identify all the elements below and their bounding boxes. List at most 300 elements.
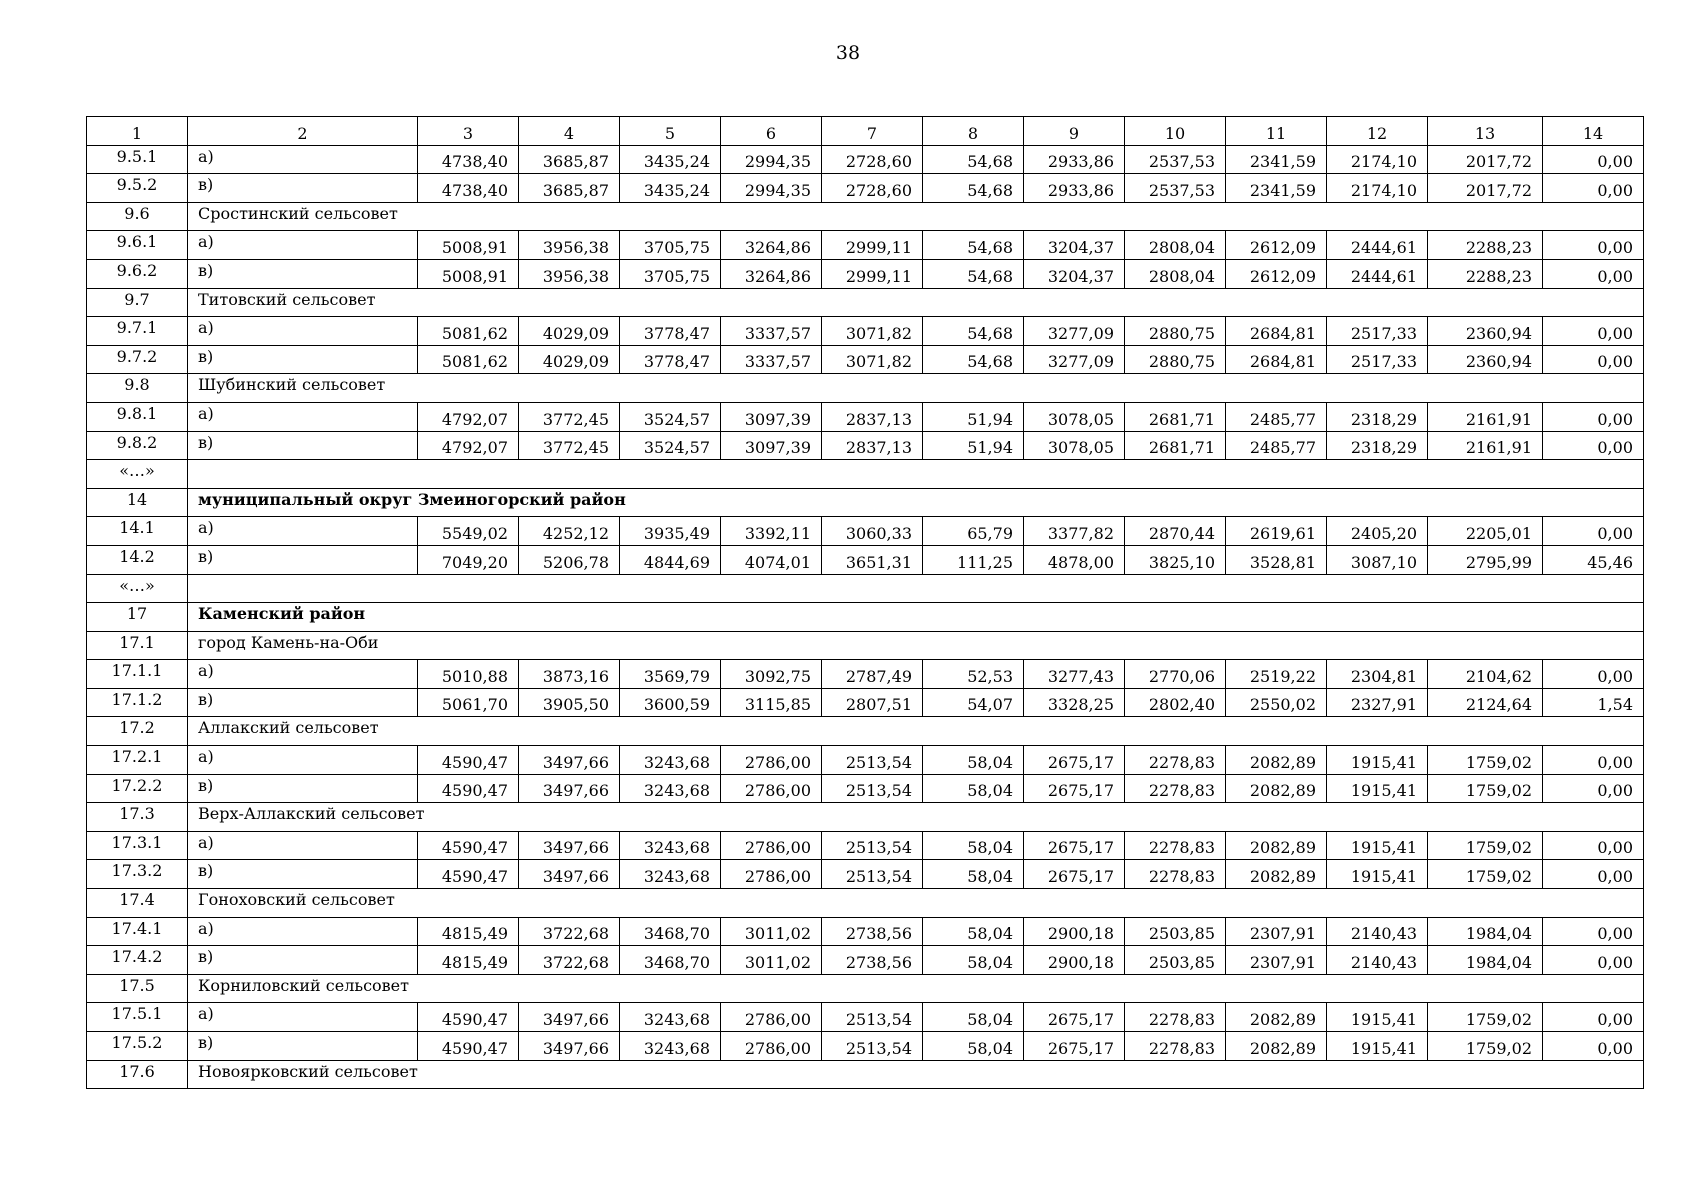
row-code: 17.6 (87, 1060, 188, 1089)
value-cell: 2684,81 (1226, 317, 1327, 346)
value-cell: 3337,57 (721, 317, 822, 346)
value-cell: 2278,83 (1125, 774, 1226, 803)
value-cell: 7049,20 (418, 545, 519, 574)
row-label: а) (188, 402, 418, 431)
section-row (87, 1060, 1644, 1089)
row-code: 17.5 (87, 974, 188, 1003)
value-cell: 2675,17 (1024, 860, 1125, 889)
section-row (87, 603, 1644, 632)
value-cell: 2140,43 (1327, 946, 1428, 975)
value-cell: 2517,33 (1327, 317, 1428, 346)
value-cell: 2728,60 (822, 174, 923, 203)
value-cell: 2517,33 (1327, 345, 1428, 374)
section-title: муниципальный округ Змеиногорский район (188, 488, 1644, 517)
row-code: 17.5.2 (87, 1032, 188, 1061)
value-cell: 2513,54 (822, 746, 923, 775)
value-cell: 3277,09 (1024, 317, 1125, 346)
value-cell: 3328,25 (1024, 688, 1125, 717)
value-cell: 1915,41 (1327, 860, 1428, 889)
value-cell: 2675,17 (1024, 746, 1125, 775)
row-label: а) (188, 1003, 418, 1032)
value-cell: 2278,83 (1125, 831, 1226, 860)
section-title: Аллакский сельсовет (188, 717, 1644, 746)
row-code: 17 (87, 603, 188, 632)
table-header-row (87, 117, 1644, 146)
row-code: 9.5.2 (87, 174, 188, 203)
row-label: а) (188, 517, 418, 546)
value-cell: 54,68 (923, 174, 1024, 203)
row-code: 9.6 (87, 202, 188, 231)
value-cell: 54,68 (923, 231, 1024, 260)
table-row (87, 402, 1644, 431)
value-cell: 5549,02 (418, 517, 519, 546)
value-cell: 3071,82 (822, 317, 923, 346)
value-cell: 2278,83 (1125, 746, 1226, 775)
value-cell: 3243,68 (620, 831, 721, 860)
value-cell: 2795,99 (1428, 545, 1543, 574)
value-cell: 3778,47 (620, 317, 721, 346)
value-cell: 2537,53 (1125, 145, 1226, 174)
value-cell: 2675,17 (1024, 831, 1125, 860)
header-cell: 5 (620, 117, 721, 146)
row-label: в) (188, 345, 418, 374)
row-code: 9.6.1 (87, 231, 188, 260)
value-cell: 2082,89 (1226, 1003, 1327, 1032)
value-cell: 2786,00 (721, 831, 822, 860)
row-label: в) (188, 174, 418, 203)
row-label: а) (188, 917, 418, 946)
value-cell: 45,46 (1543, 545, 1644, 574)
value-cell: 0,00 (1543, 774, 1644, 803)
value-cell: 2675,17 (1024, 774, 1125, 803)
row-code: 9.7 (87, 288, 188, 317)
value-cell: 1759,02 (1428, 746, 1543, 775)
row-label: в) (188, 774, 418, 803)
row-code: 17.5.1 (87, 1003, 188, 1032)
value-cell: 2278,83 (1125, 860, 1226, 889)
header-cell: 7 (822, 117, 923, 146)
ellipsis-row (87, 460, 1644, 489)
value-cell: 3685,87 (519, 145, 620, 174)
value-cell: 3243,68 (620, 1003, 721, 1032)
header-cell: 6 (721, 117, 822, 146)
table-row (87, 860, 1644, 889)
value-cell: 2104,62 (1428, 660, 1543, 689)
value-cell: 58,04 (923, 917, 1024, 946)
section-row (87, 803, 1644, 832)
value-cell: 3060,33 (822, 517, 923, 546)
value-cell: 111,25 (923, 545, 1024, 574)
value-cell: 3722,68 (519, 917, 620, 946)
value-cell: 0,00 (1543, 259, 1644, 288)
value-cell: 3497,66 (519, 831, 620, 860)
row-code: 17.2.1 (87, 746, 188, 775)
row-label: а) (188, 831, 418, 860)
row-code: 9.8.1 (87, 402, 188, 431)
value-cell: 2870,44 (1125, 517, 1226, 546)
value-cell: 2082,89 (1226, 1032, 1327, 1061)
table-row (87, 345, 1644, 374)
value-cell: 4815,49 (418, 917, 519, 946)
value-cell: 2933,86 (1024, 145, 1125, 174)
value-cell: 3011,02 (721, 917, 822, 946)
section-row (87, 631, 1644, 660)
value-cell: 3722,68 (519, 946, 620, 975)
value-cell: 2341,59 (1226, 145, 1327, 174)
value-cell: 3277,09 (1024, 345, 1125, 374)
value-cell: 2082,89 (1226, 831, 1327, 860)
row-code: 17.1 (87, 631, 188, 660)
header-cell: 11 (1226, 117, 1327, 146)
value-cell: 2786,00 (721, 1032, 822, 1061)
value-cell: 2017,72 (1428, 145, 1543, 174)
table-row (87, 917, 1644, 946)
value-cell: 3097,39 (721, 402, 822, 431)
value-cell: 2360,94 (1428, 345, 1543, 374)
value-cell: 0,00 (1543, 174, 1644, 203)
value-cell: 2360,94 (1428, 317, 1543, 346)
value-cell: 4878,00 (1024, 545, 1125, 574)
value-cell: 1915,41 (1327, 774, 1428, 803)
row-code: 9.8 (87, 374, 188, 403)
value-cell: 2341,59 (1226, 174, 1327, 203)
ellipsis-row (87, 574, 1644, 603)
value-cell: 0,00 (1543, 917, 1644, 946)
value-cell: 3651,31 (822, 545, 923, 574)
value-cell: 4590,47 (418, 860, 519, 889)
value-cell: 3778,47 (620, 345, 721, 374)
value-cell: 2786,00 (721, 774, 822, 803)
value-cell: 51,94 (923, 402, 1024, 431)
value-cell: 3377,82 (1024, 517, 1125, 546)
row-code: 9.5.1 (87, 145, 188, 174)
value-cell: 3497,66 (519, 1003, 620, 1032)
table-row (87, 231, 1644, 260)
value-cell: 2681,71 (1125, 402, 1226, 431)
row-code: 17.2 (87, 717, 188, 746)
value-cell: 3097,39 (721, 431, 822, 460)
value-cell: 3497,66 (519, 860, 620, 889)
header-cell: 10 (1125, 117, 1226, 146)
value-cell: 3825,10 (1125, 545, 1226, 574)
row-code: 9.8.2 (87, 431, 188, 460)
table-row (87, 688, 1644, 717)
value-cell: 3011,02 (721, 946, 822, 975)
value-cell: 54,68 (923, 259, 1024, 288)
value-cell: 3873,16 (519, 660, 620, 689)
value-cell: 58,04 (923, 1032, 1024, 1061)
value-cell: 2327,91 (1327, 688, 1428, 717)
row-code: «…» (87, 460, 188, 489)
row-code: 14 (87, 488, 188, 517)
value-cell: 58,04 (923, 746, 1024, 775)
table-row (87, 1003, 1644, 1032)
header-cell: 3 (418, 117, 519, 146)
value-cell: 58,04 (923, 946, 1024, 975)
value-cell: 4029,09 (519, 317, 620, 346)
header-cell: 4 (519, 117, 620, 146)
value-cell: 2999,11 (822, 231, 923, 260)
row-label: а) (188, 746, 418, 775)
empty-cell (188, 574, 1644, 603)
value-cell: 2513,54 (822, 860, 923, 889)
value-cell: 1759,02 (1428, 1032, 1543, 1061)
value-cell: 3243,68 (620, 1032, 721, 1061)
value-cell: 2444,61 (1327, 231, 1428, 260)
value-cell: 3337,57 (721, 345, 822, 374)
value-cell: 3204,37 (1024, 259, 1125, 288)
value-cell: 5008,91 (418, 231, 519, 260)
value-cell: 2808,04 (1125, 231, 1226, 260)
value-cell: 58,04 (923, 1003, 1024, 1032)
row-label: в) (188, 545, 418, 574)
value-cell: 2999,11 (822, 259, 923, 288)
section-title: Новоярковский сельсовет (188, 1060, 1644, 1089)
value-cell: 1915,41 (1327, 1032, 1428, 1061)
section-row (87, 889, 1644, 918)
value-cell: 3264,86 (721, 231, 822, 260)
value-cell: 1915,41 (1327, 1003, 1428, 1032)
value-cell: 3705,75 (620, 259, 721, 288)
value-cell: 2174,10 (1327, 145, 1428, 174)
section-title: Верх-Аллакский сельсовет (188, 803, 1644, 832)
value-cell: 2808,04 (1125, 259, 1226, 288)
value-cell: 2684,81 (1226, 345, 1327, 374)
value-cell: 2307,91 (1226, 946, 1327, 975)
value-cell: 2738,56 (822, 946, 923, 975)
header-cell: 12 (1327, 117, 1428, 146)
empty-cell (188, 460, 1644, 489)
row-code: 17.2.2 (87, 774, 188, 803)
section-title: Каменский район (188, 603, 1644, 632)
value-cell: 4792,07 (418, 402, 519, 431)
value-cell: 3468,70 (620, 917, 721, 946)
tariff-table (86, 116, 1644, 1089)
value-cell: 3600,59 (620, 688, 721, 717)
value-cell: 0,00 (1543, 831, 1644, 860)
value-cell: 58,04 (923, 774, 1024, 803)
value-cell: 3705,75 (620, 231, 721, 260)
value-cell: 2278,83 (1125, 1003, 1226, 1032)
value-cell: 3392,11 (721, 517, 822, 546)
value-cell: 3264,86 (721, 259, 822, 288)
value-cell: 2140,43 (1327, 917, 1428, 946)
value-cell: 2318,29 (1327, 402, 1428, 431)
value-cell: 2994,35 (721, 174, 822, 203)
value-cell: 5081,62 (418, 317, 519, 346)
row-label: а) (188, 660, 418, 689)
value-cell: 3078,05 (1024, 431, 1125, 460)
row-label: а) (188, 317, 418, 346)
row-code: «…» (87, 574, 188, 603)
header-cell: 2 (188, 117, 418, 146)
value-cell: 0,00 (1543, 517, 1644, 546)
table-row (87, 946, 1644, 975)
value-cell: 2288,23 (1428, 231, 1543, 260)
value-cell: 4590,47 (418, 746, 519, 775)
row-label: в) (188, 259, 418, 288)
value-cell: 2513,54 (822, 774, 923, 803)
value-cell: 3071,82 (822, 345, 923, 374)
value-cell: 2612,09 (1226, 231, 1327, 260)
value-cell: 2307,91 (1226, 917, 1327, 946)
table-row (87, 1032, 1644, 1061)
row-label: а) (188, 145, 418, 174)
value-cell: 0,00 (1543, 1003, 1644, 1032)
value-cell: 4029,09 (519, 345, 620, 374)
value-cell: 0,00 (1543, 746, 1644, 775)
value-cell: 3497,66 (519, 774, 620, 803)
value-cell: 4590,47 (418, 831, 519, 860)
row-code: 17.4 (87, 889, 188, 918)
value-cell: 54,68 (923, 145, 1024, 174)
value-cell: 3905,50 (519, 688, 620, 717)
value-cell: 2994,35 (721, 145, 822, 174)
value-cell: 3277,43 (1024, 660, 1125, 689)
value-cell: 0,00 (1543, 860, 1644, 889)
header-cell: 14 (1543, 117, 1644, 146)
value-cell: 2318,29 (1327, 431, 1428, 460)
value-cell: 0,00 (1543, 431, 1644, 460)
section-title: город Камень-на-Оби (188, 631, 1644, 660)
value-cell: 2880,75 (1125, 317, 1226, 346)
value-cell: 1759,02 (1428, 860, 1543, 889)
value-cell: 1,54 (1543, 688, 1644, 717)
header-cell: 1 (87, 117, 188, 146)
table-row (87, 831, 1644, 860)
value-cell: 2174,10 (1327, 174, 1428, 203)
value-cell: 3092,75 (721, 660, 822, 689)
value-cell: 2738,56 (822, 917, 923, 946)
value-cell: 2205,01 (1428, 517, 1543, 546)
value-cell: 3435,24 (620, 174, 721, 203)
header-cell: 13 (1428, 117, 1543, 146)
value-cell: 2082,89 (1226, 860, 1327, 889)
value-cell: 2082,89 (1226, 746, 1327, 775)
value-cell: 2837,13 (822, 402, 923, 431)
value-cell: 5206,78 (519, 545, 620, 574)
row-code: 17.3.2 (87, 860, 188, 889)
value-cell: 4792,07 (418, 431, 519, 460)
value-cell: 4590,47 (418, 1003, 519, 1032)
row-code: 9.7.1 (87, 317, 188, 346)
value-cell: 5010,88 (418, 660, 519, 689)
value-cell: 3243,68 (620, 860, 721, 889)
value-cell: 2837,13 (822, 431, 923, 460)
value-cell: 2787,49 (822, 660, 923, 689)
value-cell: 2017,72 (1428, 174, 1543, 203)
value-cell: 3087,10 (1327, 545, 1428, 574)
value-cell: 0,00 (1543, 345, 1644, 374)
table-row (87, 545, 1644, 574)
value-cell: 2770,06 (1125, 660, 1226, 689)
value-cell: 0,00 (1543, 660, 1644, 689)
value-cell: 5061,70 (418, 688, 519, 717)
value-cell: 0,00 (1543, 145, 1644, 174)
value-cell: 2933,86 (1024, 174, 1125, 203)
value-cell: 2485,77 (1226, 402, 1327, 431)
value-cell: 52,53 (923, 660, 1024, 689)
value-cell: 1915,41 (1327, 746, 1428, 775)
header-cell: 9 (1024, 117, 1125, 146)
value-cell: 2786,00 (721, 746, 822, 775)
value-cell: 54,68 (923, 345, 1024, 374)
value-cell: 2728,60 (822, 145, 923, 174)
section-row (87, 288, 1644, 317)
section-row (87, 717, 1644, 746)
row-label: в) (188, 1032, 418, 1061)
value-cell: 0,00 (1543, 402, 1644, 431)
value-cell: 3468,70 (620, 946, 721, 975)
value-cell: 2802,40 (1125, 688, 1226, 717)
value-cell: 3078,05 (1024, 402, 1125, 431)
value-cell: 2444,61 (1327, 259, 1428, 288)
value-cell: 2900,18 (1024, 917, 1125, 946)
table-row (87, 774, 1644, 803)
value-cell: 2278,83 (1125, 1032, 1226, 1061)
value-cell: 58,04 (923, 860, 1024, 889)
row-label: в) (188, 688, 418, 717)
row-code: 17.1.1 (87, 660, 188, 689)
value-cell: 3528,81 (1226, 545, 1327, 574)
value-cell: 2513,54 (822, 831, 923, 860)
value-cell: 1984,04 (1428, 946, 1543, 975)
value-cell: 3204,37 (1024, 231, 1125, 260)
row-code: 17.4.2 (87, 946, 188, 975)
value-cell: 2503,85 (1125, 917, 1226, 946)
row-label: а) (188, 231, 418, 260)
value-cell: 2519,22 (1226, 660, 1327, 689)
value-cell: 4590,47 (418, 774, 519, 803)
table-row (87, 259, 1644, 288)
page-number: 38 (835, 42, 861, 64)
value-cell: 1915,41 (1327, 831, 1428, 860)
row-code: 9.7.2 (87, 345, 188, 374)
value-cell: 2082,89 (1226, 774, 1327, 803)
value-cell: 4844,69 (620, 545, 721, 574)
section-row (87, 374, 1644, 403)
value-cell: 2503,85 (1125, 946, 1226, 975)
value-cell: 3956,38 (519, 231, 620, 260)
value-cell: 2900,18 (1024, 946, 1125, 975)
value-cell: 4815,49 (418, 946, 519, 975)
value-cell: 2619,61 (1226, 517, 1327, 546)
value-cell: 2513,54 (822, 1032, 923, 1061)
value-cell: 4252,12 (519, 517, 620, 546)
value-cell: 3243,68 (620, 774, 721, 803)
section-title: Сростинский сельсовет (188, 202, 1644, 231)
value-cell: 2161,91 (1428, 431, 1543, 460)
value-cell: 0,00 (1543, 946, 1644, 975)
value-cell: 3772,45 (519, 402, 620, 431)
row-code: 17.3.1 (87, 831, 188, 860)
value-cell: 2786,00 (721, 860, 822, 889)
section-title: Шубинский сельсовет (188, 374, 1644, 403)
value-cell: 3243,68 (620, 746, 721, 775)
value-cell: 2550,02 (1226, 688, 1327, 717)
value-cell: 0,00 (1543, 231, 1644, 260)
value-cell: 1759,02 (1428, 774, 1543, 803)
value-cell: 54,07 (923, 688, 1024, 717)
table-row (87, 174, 1644, 203)
row-code: 14.2 (87, 545, 188, 574)
row-code: 9.6.2 (87, 259, 188, 288)
section-title: Гоноховский сельсовет (188, 889, 1644, 918)
value-cell: 2304,81 (1327, 660, 1428, 689)
value-cell: 4074,01 (721, 545, 822, 574)
value-cell: 58,04 (923, 831, 1024, 860)
value-cell: 54,68 (923, 317, 1024, 346)
